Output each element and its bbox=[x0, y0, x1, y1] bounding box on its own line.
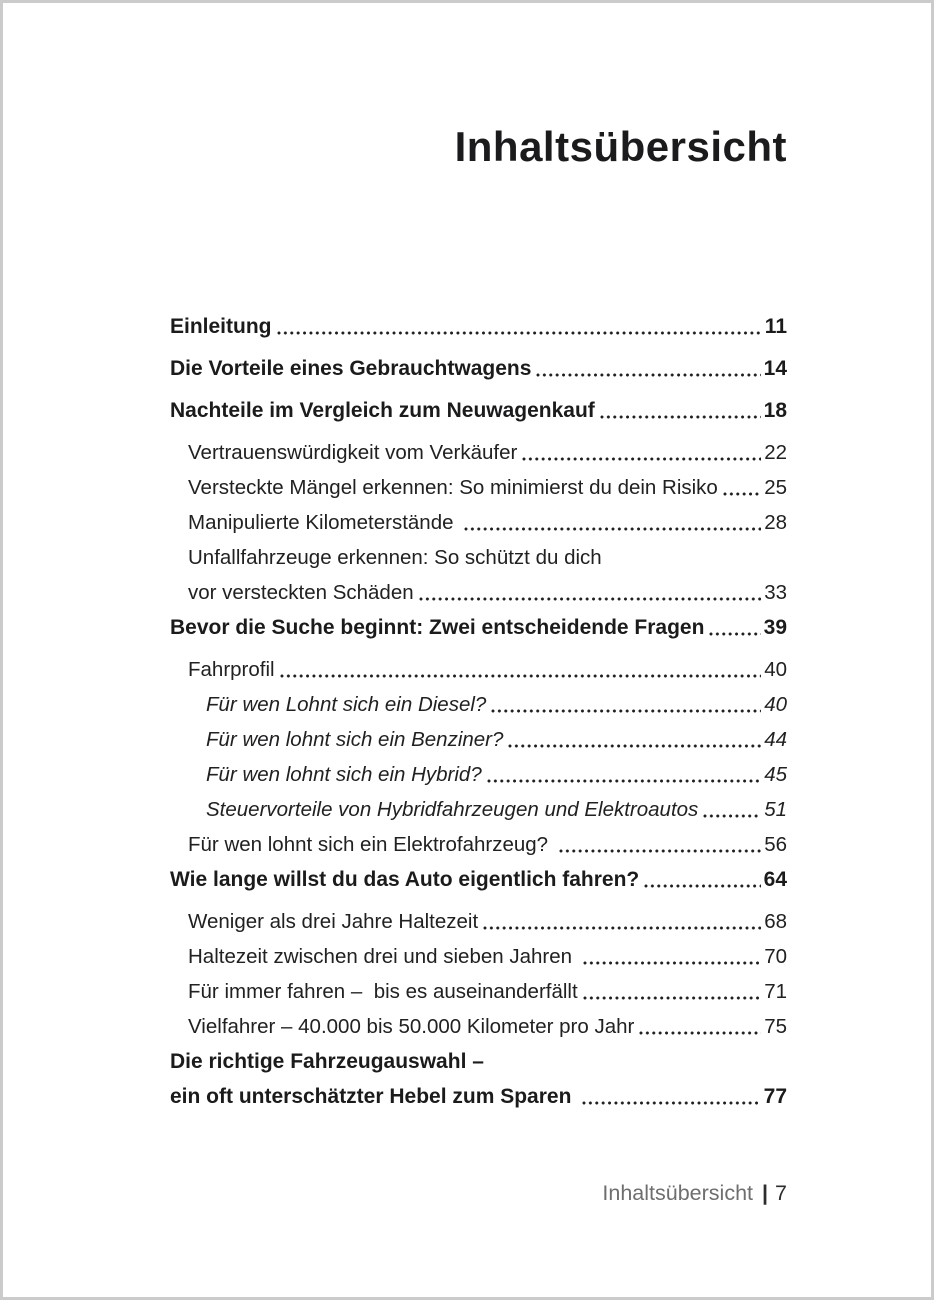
toc-entry[interactable] bbox=[170, 540, 787, 575]
toc-entry-label: Steuervorteile von Hybridfahrzeugen und Elektroautos bbox=[206, 798, 699, 821]
toc-entry-label: Vielfahrer – 40.000 bis 50.000 Kilometer pro Jahr bbox=[188, 1015, 635, 1038]
toc-entry[interactable] bbox=[170, 792, 787, 827]
toc-entry-label: Für wen Lohnt sich ein Diesel? bbox=[206, 693, 487, 716]
toc-entry-page: 39 bbox=[763, 616, 787, 639]
page-footer bbox=[602, 1179, 787, 1207]
toc-entry[interactable] bbox=[170, 652, 787, 687]
toc-entry-page: 18 bbox=[763, 399, 787, 422]
toc-entry-page: 45 bbox=[764, 763, 787, 786]
toc-entry-page: 44 bbox=[764, 728, 787, 751]
toc-entry[interactable] bbox=[170, 862, 787, 897]
toc-entry-page: 77 bbox=[763, 1085, 787, 1108]
toc-entry-page: 22 bbox=[764, 441, 787, 464]
toc-entry[interactable] bbox=[170, 722, 787, 757]
toc-entry[interactable] bbox=[170, 610, 787, 645]
toc-entry-page: 40 bbox=[764, 658, 787, 681]
toc-entry-page: 25 bbox=[764, 476, 787, 499]
toc-entry[interactable] bbox=[170, 974, 787, 1009]
dot-leader bbox=[644, 884, 760, 888]
footer-separator: | bbox=[762, 1181, 769, 1205]
dot-leader bbox=[487, 779, 761, 783]
toc-entry[interactable] bbox=[170, 939, 787, 974]
toc-entry[interactable] bbox=[170, 575, 787, 610]
toc-entry-page: 11 bbox=[764, 315, 787, 338]
dot-leader bbox=[280, 674, 762, 678]
toc-entry-label: Fahrprofil bbox=[188, 658, 275, 681]
dot-leader bbox=[639, 1031, 761, 1035]
toc-entry-label: Nachteile im Vergleich zum Neuwagenkauf bbox=[170, 399, 595, 422]
dot-leader bbox=[483, 926, 761, 930]
toc-entry-label: Für wen lohnt sich ein Benziner? bbox=[206, 728, 504, 751]
toc-entry-page: 28 bbox=[764, 511, 787, 534]
dot-leader bbox=[559, 849, 761, 853]
footer-section-label: Inhaltsübersicht bbox=[602, 1181, 754, 1205]
toc-entry-label: ein oft unterschätzter Hebel zum Sparen bbox=[170, 1085, 578, 1108]
dot-leader bbox=[491, 709, 761, 713]
dot-leader bbox=[536, 373, 760, 377]
toc-entry-label: Manipulierte Kilometerstände bbox=[188, 511, 460, 534]
dot-leader bbox=[723, 492, 761, 496]
toc-entry-page: 14 bbox=[763, 357, 787, 380]
dot-leader bbox=[522, 457, 761, 461]
dot-leader bbox=[583, 961, 761, 965]
toc-entry-label: Die Vorteile eines Gebrauchtwagens bbox=[170, 357, 532, 380]
toc-entry-label: vor versteckten Schäden bbox=[188, 581, 414, 604]
toc-entry[interactable] bbox=[170, 1079, 787, 1114]
toc-entry[interactable] bbox=[170, 351, 787, 386]
toc-entry-label: Unfallfahrzeuge erkennen: So schützt du dich bbox=[188, 546, 602, 569]
dot-leader bbox=[709, 632, 760, 636]
toc-entry[interactable] bbox=[170, 309, 787, 344]
dot-leader bbox=[703, 814, 761, 818]
page-title: Inhaltsübersicht bbox=[454, 123, 787, 170]
toc-entry[interactable] bbox=[170, 1044, 787, 1079]
toc-entry[interactable] bbox=[170, 470, 787, 505]
toc-entry-label: Haltezeit zwischen drei und sieben Jahren bbox=[188, 945, 578, 968]
toc-entry[interactable] bbox=[170, 827, 787, 862]
dot-leader bbox=[600, 415, 761, 419]
footer-page-number: 7 bbox=[775, 1181, 787, 1205]
dot-leader bbox=[583, 996, 762, 1000]
toc-entry-page: 51 bbox=[764, 798, 787, 821]
toc-entry[interactable] bbox=[170, 687, 787, 722]
toc-entry-page: 70 bbox=[764, 945, 787, 968]
toc-entry-page: 71 bbox=[764, 980, 787, 1003]
dot-leader bbox=[582, 1101, 760, 1105]
toc-entry-label: Bevor die Suche beginnt: Zwei entscheidende Fragen bbox=[170, 616, 705, 639]
toc-entry-page: 68 bbox=[764, 910, 787, 933]
toc-entry[interactable] bbox=[170, 1009, 787, 1044]
dot-leader bbox=[464, 527, 761, 531]
toc-entry-label: Versteckte Mängel erkennen: So minimierst du dein Risiko bbox=[188, 476, 718, 499]
toc-entry[interactable] bbox=[170, 435, 787, 470]
toc-entry[interactable] bbox=[170, 757, 787, 792]
toc-list bbox=[170, 309, 787, 1114]
toc-entry-label: Die richtige Fahrzeugauswahl – bbox=[170, 1050, 484, 1073]
toc-entry[interactable] bbox=[170, 904, 787, 939]
dot-leader bbox=[419, 597, 762, 601]
toc-entry-page: 33 bbox=[764, 581, 787, 604]
toc-entry-label: Für wen lohnt sich ein Elektrofahrzeug? bbox=[188, 833, 554, 856]
toc-entry-label: Wie lange willst du das Auto eigentlich fahren? bbox=[170, 868, 640, 891]
toc-entry-page: 75 bbox=[764, 1015, 787, 1038]
toc-entry-page: 40 bbox=[764, 693, 787, 716]
toc-entry-page: 56 bbox=[764, 833, 787, 856]
toc-entry[interactable] bbox=[170, 393, 787, 428]
dot-leader bbox=[277, 331, 762, 335]
toc-entry-label: Weniger als drei Jahre Haltezeit bbox=[188, 910, 479, 933]
toc-entry[interactable] bbox=[170, 505, 787, 540]
toc-entry-page: 64 bbox=[763, 868, 787, 891]
toc-entry-label: Für immer fahren – bis es auseinanderfällt bbox=[188, 980, 578, 1003]
toc-entry-label: Vertrauenswürdigkeit vom Verkäufer bbox=[188, 441, 518, 464]
dot-leader bbox=[508, 744, 761, 748]
toc-entry-label: Einleitung bbox=[170, 315, 272, 338]
toc-entry-label: Für wen lohnt sich ein Hybrid? bbox=[206, 763, 482, 786]
